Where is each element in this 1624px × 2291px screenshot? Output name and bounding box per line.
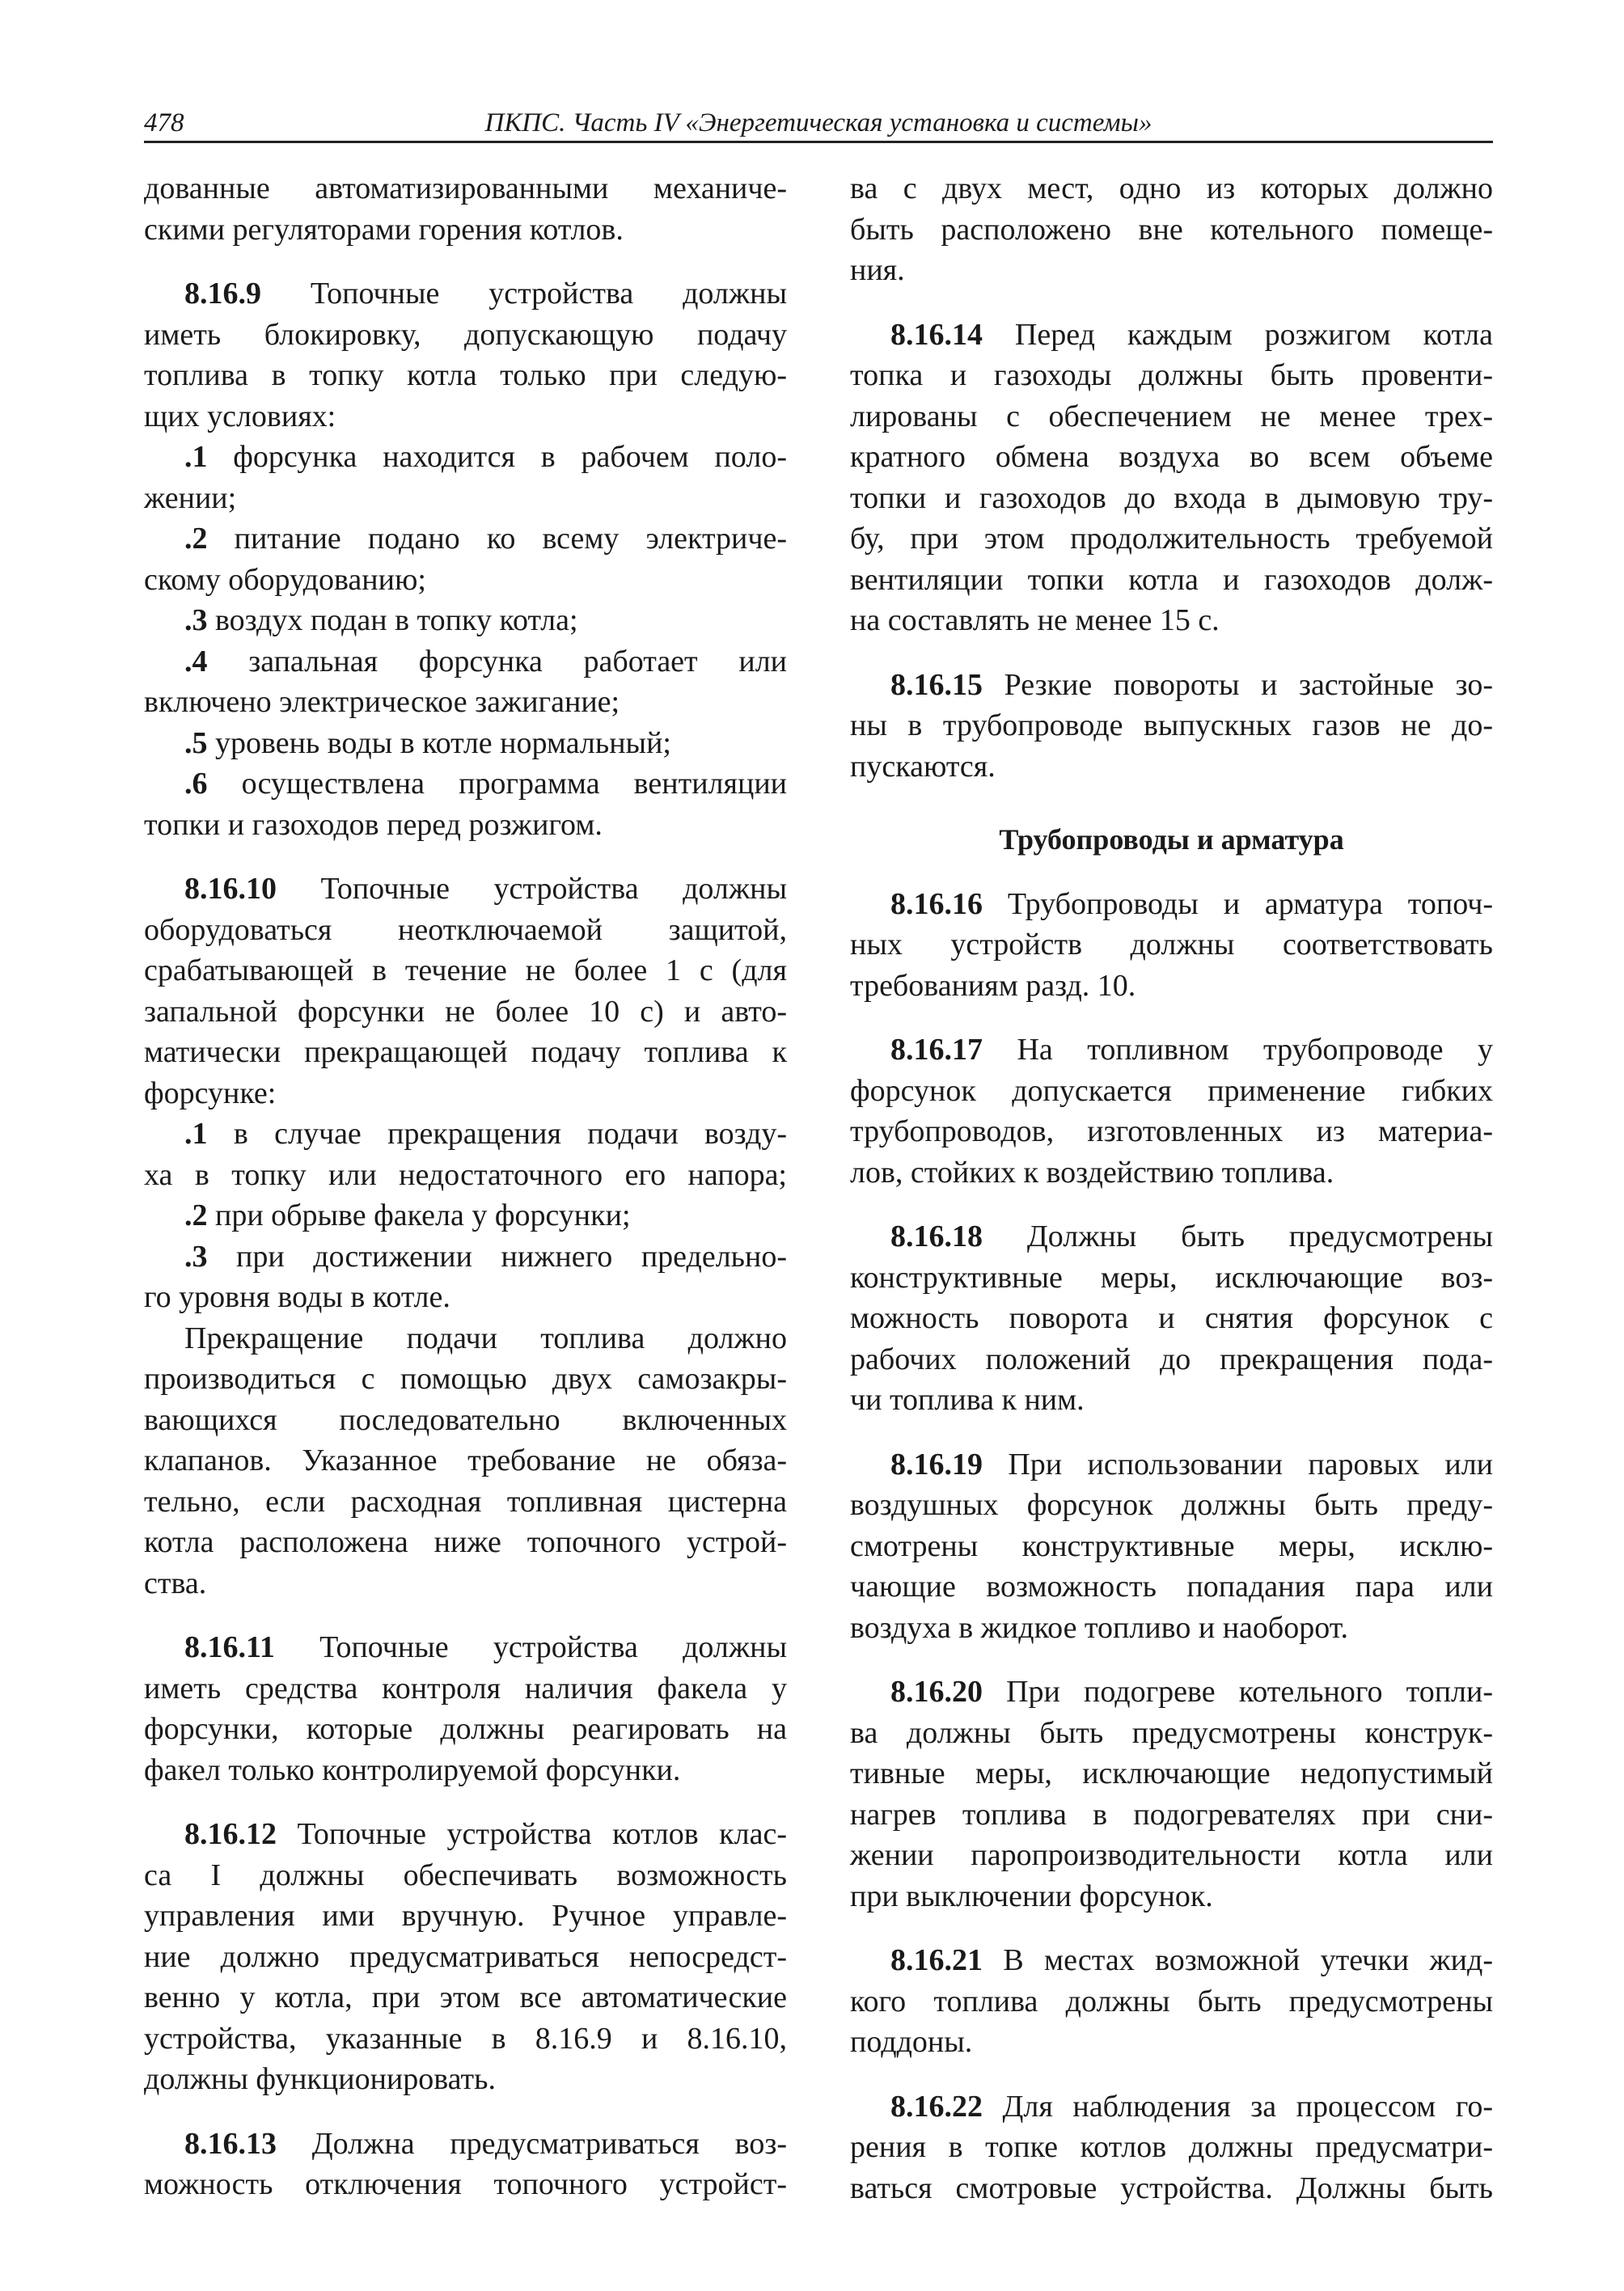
- text-line: [144, 1627, 787, 1668]
- line-text: лированы с обеспечением не менее трех-: [850, 399, 1493, 433]
- line-text: Для наблюдения за процессом го-: [983, 2089, 1493, 2124]
- line-text: са I должны обеспечивать возможность: [144, 1858, 787, 1892]
- text-line: [144, 1855, 787, 1896]
- paragraph-gap: [850, 641, 1493, 665]
- text-line: [144, 2124, 787, 2165]
- line-text: матически прекращающей подачу топлива к: [144, 1035, 787, 1069]
- clause-number: 8.16.15: [890, 667, 983, 702]
- text-line: [850, 1981, 1493, 2023]
- text-line: [850, 2127, 1493, 2168]
- line-text: Должна предусматриваться воз-: [277, 2126, 787, 2161]
- text-line: [850, 1071, 1493, 1112]
- line-text: рения в топке котлов должны предусматри-: [850, 2130, 1493, 2164]
- right-column: [850, 168, 1493, 2209]
- text-line: [850, 437, 1493, 478]
- text-line: [144, 1896, 787, 1937]
- line-text: ние должно предусматриваться непосредст-: [144, 1939, 787, 1974]
- text-line: [144, 1073, 787, 1114]
- clause-number: 8.16.13: [184, 2126, 277, 2161]
- line-text: Топочные устройства котлов клас-: [277, 1817, 787, 1851]
- text-line: [144, 600, 787, 641]
- line-text: уровень воды в котле нормальный;: [207, 725, 671, 760]
- text-line: [144, 1318, 787, 1359]
- text-line: [850, 315, 1493, 356]
- line-text: на составлять не менее 15 с.: [850, 603, 1220, 637]
- clause-number: .5: [184, 725, 208, 760]
- paragraph-gap: [144, 1604, 787, 1627]
- text-line: [144, 168, 787, 209]
- clause-number: 8.16.12: [184, 1817, 277, 1851]
- line-text: вентиляции топки котла и газоходов долж-: [850, 562, 1493, 597]
- paragraph-gap: [144, 2100, 787, 2124]
- text-line: [850, 1339, 1493, 1380]
- line-text: форсунка находится в рабочем поло-: [207, 440, 787, 474]
- text-line: [850, 1380, 1493, 1421]
- text-line: [144, 1482, 787, 1523]
- line-text: топка и газоходы должны быть провенти-: [850, 358, 1493, 392]
- text-line: [144, 1400, 787, 1441]
- line-text: осуществлена программа вентиляции: [207, 767, 787, 801]
- line-text: форсунок допускается применение гибких: [850, 1073, 1493, 1108]
- line-text: ства.: [144, 1566, 207, 1600]
- line-text: при достижении нижнего предельно-: [207, 1239, 787, 1274]
- text-line: [850, 2022, 1493, 2063]
- text-line: [144, 396, 787, 437]
- left-column: [144, 168, 787, 2205]
- text-line: [850, 884, 1493, 925]
- line-text: форсунки, которые должны реагировать на: [144, 1712, 787, 1746]
- clause-number: 8.16.16: [890, 886, 983, 921]
- text-line: [144, 1709, 787, 1750]
- line-text: оборудоваться неотключаемой защитой,: [144, 912, 787, 947]
- text-line: [144, 2018, 787, 2060]
- line-text: дованные автоматизированными механиче-: [144, 171, 787, 205]
- line-text: Резкие повороты и застойные зо-: [983, 667, 1493, 702]
- line-text: можность поворота и снятия форсунок с: [850, 1301, 1493, 1335]
- text-line: [850, 1672, 1493, 1713]
- line-text: в случае прекращения подачи возду-: [207, 1117, 787, 1151]
- line-text: го уровня воды в котле.: [144, 1280, 450, 1314]
- line-text: воздух подан в топку котла;: [207, 603, 578, 637]
- clause-number: 8.16.9: [184, 277, 261, 311]
- line-text: ва с двух мест, одно из которых должно: [850, 171, 1493, 205]
- text-line: [850, 966, 1493, 1007]
- line-text: бу, при этом продолжительность требуемой: [850, 522, 1493, 556]
- page-number: 478: [144, 108, 184, 137]
- line-text: при выключении форсунок.: [850, 1879, 1213, 1913]
- text-line: [144, 723, 787, 764]
- text-line: [850, 250, 1493, 291]
- text-line: [144, 1114, 787, 1155]
- line-text: конструктивные меры, исключающие воз-: [850, 1260, 1493, 1295]
- line-text: ны в трубопроводе выпускных газов не до-: [850, 708, 1493, 742]
- line-text: жении паропроизводительности котла или: [850, 1838, 1493, 1872]
- line-text: Перед каждым розжигом котла: [983, 317, 1493, 352]
- line-text: воздушных форсунок должны быть преду-: [850, 1488, 1493, 1522]
- line-text: щих условиях:: [144, 399, 336, 433]
- line-text: ва должны быть предусмотрены конструк-: [850, 1715, 1493, 1750]
- text-line: [850, 168, 1493, 209]
- text-line: [850, 1835, 1493, 1876]
- line-text: воздуха в жидкое топливо и наоборот.: [850, 1610, 1348, 1645]
- text-line: [144, 355, 787, 396]
- text-line: [850, 1298, 1493, 1339]
- text-line: [850, 746, 1493, 788]
- text-line: [850, 1258, 1493, 1299]
- text-line: [144, 437, 787, 478]
- clause-number: 8.16.20: [890, 1675, 983, 1709]
- text-line: [144, 1440, 787, 1482]
- text-line: [850, 1566, 1493, 1608]
- clause-number: .2: [184, 1198, 208, 1232]
- line-text: поддоны.: [850, 2025, 973, 2059]
- line-text: ния.: [850, 253, 905, 287]
- paragraph-gap: [144, 1790, 787, 1814]
- paragraph-gap: [850, 2063, 1493, 2086]
- text-line: [144, 1814, 787, 1855]
- line-text: форсунке:: [144, 1076, 277, 1110]
- text-line: [144, 1522, 787, 1563]
- text-line: [144, 1937, 787, 1978]
- line-text: В местах возможной утечки жид-: [983, 1943, 1493, 1977]
- text-line: [850, 478, 1493, 519]
- paragraph-gap: [850, 1917, 1493, 1940]
- line-text: Топочные устройства должны: [274, 1630, 787, 1664]
- clause-number: 8.16.10: [184, 872, 277, 906]
- line-text: нагрев топлива в подогревателях при сни-: [850, 1797, 1493, 1832]
- line-text: На топливном трубопроводе у: [983, 1033, 1493, 1067]
- text-line: [850, 2086, 1493, 2128]
- line-text: При подогреве котельного топли-: [983, 1675, 1493, 1709]
- text-line: [850, 1216, 1493, 1258]
- line-text: При использовании паровых или: [983, 1447, 1493, 1482]
- line-text: клапанов. Указанное требование не обяза-: [144, 1443, 787, 1477]
- text-line: [144, 1236, 787, 1278]
- line-text: ваться смотровые устройства. Должны быть: [850, 2171, 1493, 2205]
- line-text: производиться с помощью двух самозакры-: [144, 1362, 787, 1396]
- line-text: ных устройств должны соответствовать: [850, 928, 1493, 962]
- line-text: устройства, указанные в 8.16.9 и 8.16.10,: [144, 2021, 787, 2056]
- running-header: [144, 105, 1493, 143]
- line-text: ха в топку или недостаточного его напора;: [144, 1157, 787, 1192]
- text-line: [144, 1750, 787, 1791]
- text-line: [850, 1029, 1493, 1071]
- running-title: ПКПС. Часть IV «Энергетическая установка и системы»: [484, 108, 1152, 137]
- text-line: [144, 1977, 787, 2018]
- line-text: питание подано ко всему электриче-: [207, 522, 787, 556]
- line-text: при обрыве факела у форсунки;: [207, 1198, 631, 1232]
- line-text: запальной форсунки не более 10 с) и авто-: [144, 994, 787, 1029]
- text-line: [850, 1526, 1493, 1567]
- line-text: кого топлива должны быть предусмотрены: [850, 1984, 1493, 2018]
- line-text: трубопроводов, изготовленных из материа-: [850, 1114, 1493, 1148]
- text-line: [850, 665, 1493, 706]
- paragraph-gap: [144, 845, 787, 869]
- line-text: иметь блокировку, допускающую подачу: [144, 317, 787, 352]
- line-text: чающие возможность попадания пара или: [850, 1570, 1493, 1604]
- text-line: [850, 518, 1493, 560]
- paragraph-gap: [850, 860, 1493, 884]
- text-line: [144, 682, 787, 723]
- paragraph-gap: [850, 1421, 1493, 1444]
- line-text: Топочные устройства должны: [261, 277, 787, 311]
- text-line: [144, 2059, 787, 2100]
- text-line: [144, 805, 787, 846]
- paragraph-gap: [850, 1006, 1493, 1029]
- text-line: [850, 600, 1493, 641]
- line-text: топки и газоходов перед розжигом.: [144, 807, 603, 842]
- text-line: [144, 1668, 787, 1710]
- clause-number: .1: [184, 440, 208, 474]
- text-line: [144, 315, 787, 356]
- text-line: [144, 641, 787, 683]
- text-line: [850, 355, 1493, 396]
- text-line: [144, 478, 787, 519]
- line-text: топки и газоходов до входа в дымовую тру-: [850, 480, 1493, 515]
- text-line: [850, 1713, 1493, 1754]
- line-text: Трубопроводы и арматура топоч-: [983, 886, 1493, 921]
- line-text: Прекращение подачи топлива должно: [184, 1321, 787, 1355]
- text-line: [144, 763, 787, 805]
- clause-number: .4: [184, 644, 208, 678]
- text-line: [144, 950, 787, 991]
- line-text: факел только контролируемой форсунки.: [144, 1752, 681, 1787]
- text-line: [850, 1940, 1493, 1981]
- text-line: [144, 209, 787, 251]
- clause-number: 8.16.14: [890, 317, 983, 352]
- text-line: [144, 518, 787, 560]
- text-line: [850, 1444, 1493, 1486]
- text-line: [850, 1794, 1493, 1836]
- clause-number: 8.16.18: [890, 1219, 983, 1253]
- clause-number: .1: [184, 1117, 208, 1151]
- line-text: жении;: [144, 480, 237, 515]
- clause-number: .6: [184, 767, 208, 801]
- text-line: [144, 2164, 787, 2205]
- line-text: скому оборудованию;: [144, 562, 426, 597]
- text-line: [850, 1608, 1493, 1649]
- line-text: быть расположено вне котельного помеще-: [850, 212, 1493, 247]
- paragraph-gap: [850, 1193, 1493, 1216]
- line-text: чи топлива к ним.: [850, 1383, 1085, 1417]
- text-line: [850, 1876, 1493, 1917]
- line-text: должны функционировать.: [144, 2062, 496, 2096]
- line-text: запальная форсунка работает или: [207, 644, 787, 678]
- line-text: тельно, если расходная топливная цистерна: [144, 1484, 787, 1519]
- line-text: рабочих положений до прекращения пода-: [850, 1342, 1493, 1376]
- line-text: можность отключения топочного устройст-: [144, 2167, 787, 2201]
- text-line: [144, 273, 787, 315]
- text-line: [144, 910, 787, 951]
- text-line: [144, 1032, 787, 1073]
- text-line: [850, 209, 1493, 251]
- text-line: [144, 991, 787, 1033]
- line-text: кратного обмена воздуха во всем объеме: [850, 440, 1493, 474]
- line-text: Должны быть предусмотрены: [983, 1219, 1493, 1253]
- line-text: управления ими вручную. Ручное управле-: [144, 1899, 787, 1933]
- section-heading: Трубопроводы и арматура: [999, 823, 1344, 856]
- clause-number: 8.16.19: [890, 1447, 983, 1482]
- line-text: котла расположена ниже топочного устрой-: [144, 1525, 787, 1559]
- line-text: требованиям разд. 10.: [850, 968, 1136, 1003]
- line-text: лов, стойких к воздействию топлива.: [850, 1155, 1334, 1190]
- text-line: [144, 869, 787, 910]
- clause-number: .3: [184, 603, 208, 637]
- line-text: включено электрическое зажигание;: [144, 685, 620, 719]
- paragraph-gap: [850, 291, 1493, 315]
- line-text: смотрены конструктивные меры, исклю-: [850, 1528, 1493, 1563]
- text-line: [850, 924, 1493, 966]
- text-line: [850, 1485, 1493, 1526]
- text-line: [850, 1753, 1493, 1794]
- line-text: иметь средства контроля наличия факела у: [144, 1671, 787, 1706]
- text-line: [144, 1277, 787, 1318]
- clause-number: 8.16.21: [890, 1943, 983, 1977]
- text-line: [850, 705, 1493, 746]
- line-text: пускаются.: [850, 749, 996, 784]
- line-text: тивные меры, исключающие недопустимый: [850, 1756, 1493, 1790]
- clause-number: 8.16.11: [184, 1630, 275, 1664]
- text-line: [144, 560, 787, 601]
- line-text: срабатывающей в течение не более 1 с (для: [144, 953, 787, 987]
- text-line: [850, 2168, 1493, 2209]
- clause-number: .3: [184, 1239, 208, 1274]
- line-text: Топочные устройства должны: [277, 872, 787, 906]
- section-gap: [850, 787, 1493, 819]
- text-line: [850, 1152, 1493, 1194]
- text-line: [144, 1155, 787, 1196]
- paragraph-gap: [850, 1648, 1493, 1672]
- text-line: [144, 1563, 787, 1604]
- clause-number: 8.16.17: [890, 1033, 983, 1067]
- clause-number: 8.16.22: [890, 2089, 983, 2124]
- line-text: топлива в топку котла только при следую-: [144, 358, 787, 392]
- text-line: [850, 560, 1493, 601]
- line-text: вающихся последовательно включенных: [144, 1402, 787, 1437]
- text-line: [144, 1195, 787, 1236]
- text-line: [850, 1111, 1493, 1152]
- line-text: скими регуляторами горения котлов.: [144, 212, 624, 247]
- line-text: венно у котла, при этом все автоматические: [144, 1980, 787, 2014]
- clause-number: .2: [184, 522, 208, 556]
- paragraph-gap: [144, 250, 787, 273]
- text-line: [850, 396, 1493, 437]
- text-line: [144, 1359, 787, 1400]
